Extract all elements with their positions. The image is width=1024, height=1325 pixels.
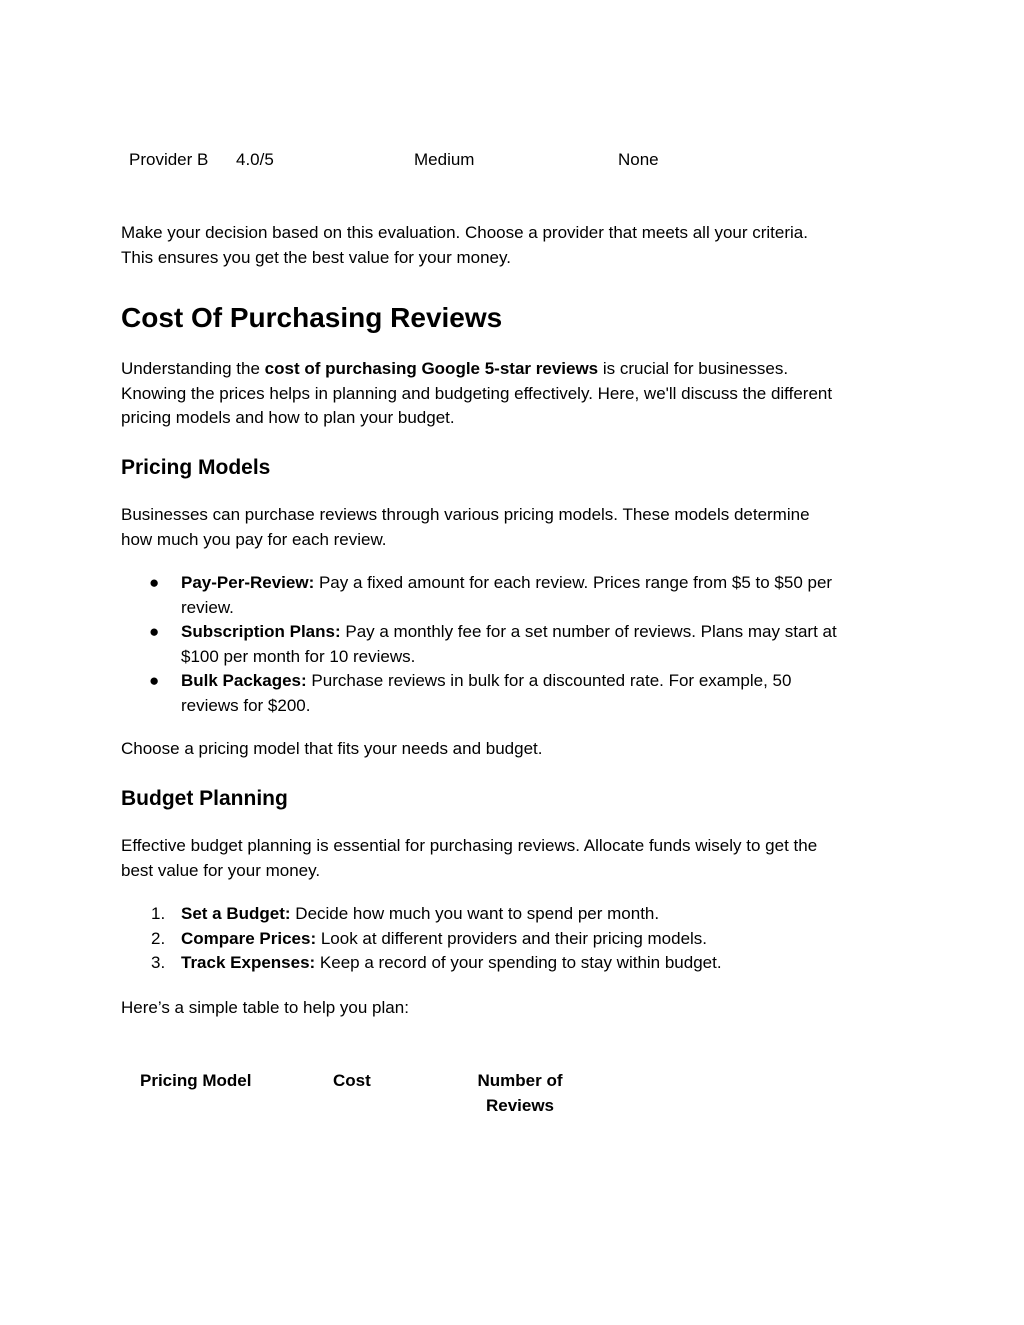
list-item-label: Subscription Plans: (181, 622, 341, 641)
table-header-pricing-model: Pricing Model (140, 1071, 252, 1090)
pricing-models-heading: Pricing Models (121, 456, 271, 479)
decision-line-2: This ensures you get the best value for your money. (121, 247, 511, 267)
list-item (121, 571, 901, 620)
list-item-text: Look at different providers and their pricing models. (316, 928, 708, 948)
list-item (121, 902, 901, 927)
provider-rating-cell: 4.0/5 (236, 150, 274, 169)
list-item-text: Pay a monthly fee for a set number of reviews. Plans may start at (340, 622, 837, 641)
list-item (121, 620, 901, 669)
decision-paragraph (121, 221, 901, 270)
list-item-label: Bulk Packages: (181, 671, 307, 690)
decision-line-1: Make your decision based on this evaluation. Choose a provider that meets all your criteria. (121, 223, 808, 242)
table-intro-paragraph: Here’s a simple table to help you plan: (121, 998, 409, 1017)
list-item (121, 951, 901, 976)
pricing-paragraph-line-2: how much you pay for each review. (121, 529, 387, 549)
step-number: 3. (151, 953, 166, 972)
provider-level-cell: Medium (414, 150, 475, 169)
intro-text-post: is crucial for businesses. (598, 359, 789, 378)
list-item-text-cont: reviews for $200. (181, 695, 311, 715)
intro-text-bold: cost of purchasing Google 5-star reviews (264, 359, 599, 378)
bullet-icon: ● (149, 622, 160, 641)
list-item (121, 927, 901, 952)
pricing-models-list (121, 571, 901, 718)
list-item-text: Keep a record of your spending to stay within budget. (315, 953, 722, 972)
pricing-paragraph-line-1: Businesses can purchase reviews through various pricing models. These models determine (121, 505, 810, 524)
list-item-label: Set a Budget: (181, 904, 291, 923)
budget-paragraph-line-1: Effective budget planning is essential for purchasing reviews. Allocate funds wisely to get the (121, 836, 818, 855)
list-item-text: Purchase reviews in bulk for a discounted rate. For example, 50 (306, 671, 792, 690)
table-header-line-1: Number of (477, 1071, 563, 1090)
intro-line-3: pricing models and how to plan your budget. (121, 408, 455, 427)
table-header-cost: Cost (333, 1071, 371, 1090)
budget-steps-list (121, 902, 901, 976)
list-item-text: Decide how much you want to spend per month. (290, 904, 660, 923)
table-header-line-2: Reviews (485, 1095, 555, 1115)
list-item-label: Compare Prices: (181, 928, 317, 948)
list-item-text: Pay a fixed amount for each review. Prices range from $5 to $50 per (314, 573, 833, 592)
step-number: 2. (151, 928, 166, 948)
provider-extra-cell: None (618, 150, 659, 169)
section-intro-paragraph (121, 357, 901, 431)
pricing-closing-paragraph: Choose a pricing model that fits your needs and budget. (121, 739, 543, 758)
list-item-label: Pay-Per-Review: (181, 573, 315, 592)
bullet-icon: ● (149, 573, 160, 592)
list-item-text-cont: $100 per month for 10 reviews. (181, 646, 416, 666)
table-header-number-of-reviews (460, 1069, 580, 1118)
budget-paragraph-line-2: best value for your money. (121, 860, 321, 880)
bullet-icon: ● (149, 671, 160, 690)
list-item (121, 669, 901, 718)
list-item-label: Track Expenses: (181, 953, 316, 972)
section-title: Cost Of Purchasing Reviews (121, 302, 503, 333)
intro-line-2: Knowing the prices helps in planning and budgeting effectively. Here, we'll discuss the different (121, 383, 833, 403)
step-number: 1. (151, 904, 166, 923)
intro-text-pre: Understanding the (121, 359, 265, 378)
provider-name-cell: Provider B (129, 150, 209, 169)
budget-planning-heading: Budget Planning (121, 787, 288, 810)
pricing-models-paragraph (121, 503, 901, 552)
list-item-text-cont: review. (181, 597, 234, 617)
budget-planning-paragraph (121, 834, 901, 883)
